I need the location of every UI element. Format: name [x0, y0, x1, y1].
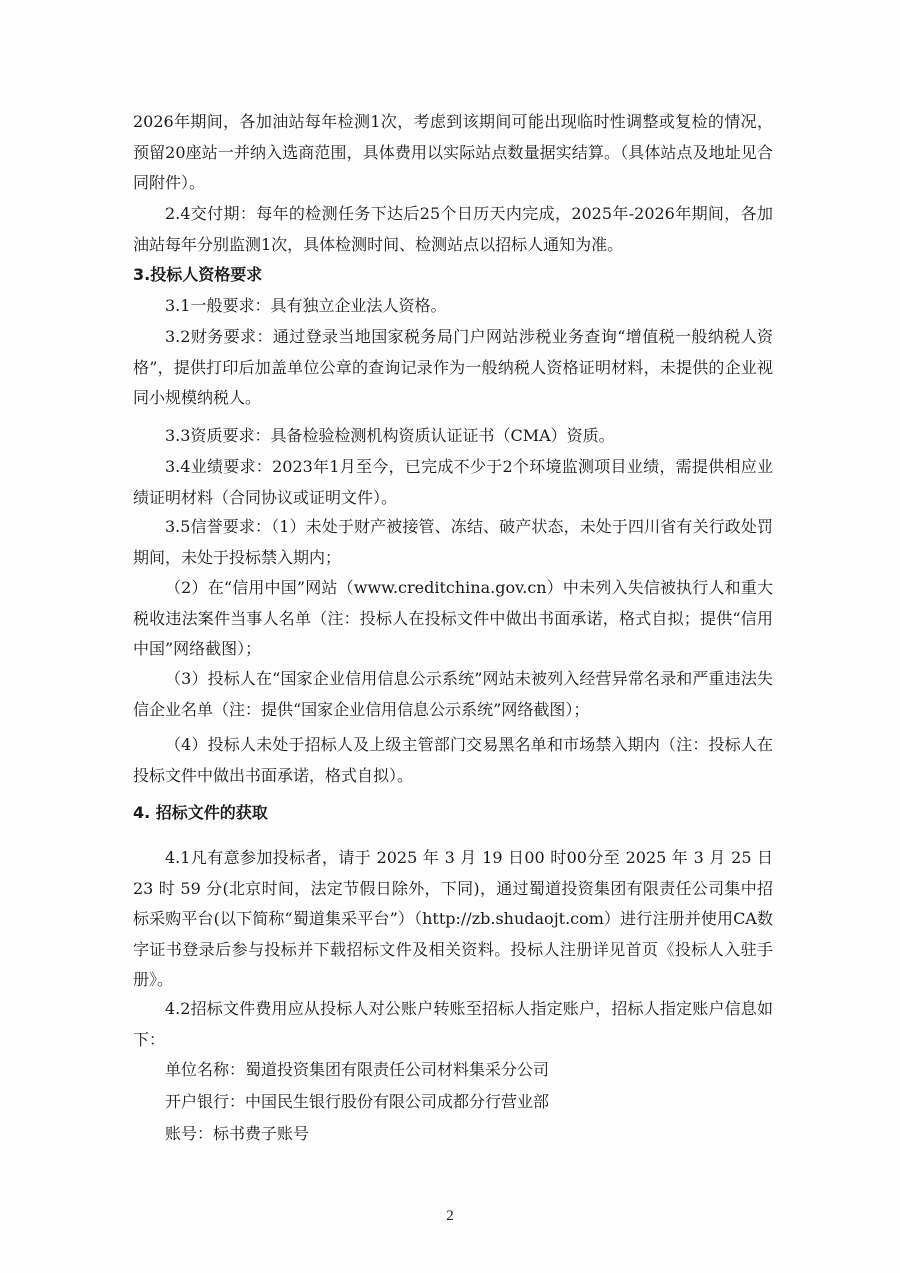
paragraph-general-requirements: 3.1一般要求：具有独立企业法人资格。 — [165, 296, 447, 315]
paragraph-delivery-period: 2.4交付期：每年的检测任务下达后25个日历天内完成，2025年-2026年期间，各加油站每年分别监测1次，具体检测时间、检测站点以招标人通知为准。 — [133, 204, 773, 254]
page-number: 2 — [446, 1208, 454, 1224]
section-heading-qualifications: 3.投标人资格要求 — [133, 265, 263, 284]
paragraph-blacklist: （4）投标人未处于招标人及上级主管部门交易黑名单和市场禁入期内（注：投标人在投标文件中做出书面承诺，格式自拟）。 — [133, 735, 773, 785]
paragraph-credit-requirements: 3.5信誉要求：（1）未处于财产被接管、冻结、破产状态，未处于四川省有关行政处罚期间，未处于投标禁入期内； — [133, 517, 773, 567]
paragraph-document-fee: 4.2招标文件费用应从投标人对公账户转账至招标人指定账户，招标人指定账户信息如下： — [133, 999, 773, 1049]
account-bank: 开户银行：中国民生银行股份有限公司成都分行营业部 — [165, 1092, 550, 1111]
paragraph-registration: 4.1凡有意参加投标者，请于 2025 年 3 月 19 日00 时00分至 2025 年 3 月 25 日 23 时 59 分(北京时间，法定节假日除外，下同)，通过蜀道投资集团有限责任公司集中招标采购平台(以下简称“蜀道集采平台”）（http://zb.shudaojt.com）进行注册并使用CA数字证书登录后参与投标并下载招标文件及相关资料。投标人注册详见首页《投标人入驻手册》。 — [133, 848, 773, 989]
account-name: 单位名称：蜀道投资集团有限责任公司材料集采分公司 — [165, 1060, 550, 1079]
paragraph-financial-requirements: 3.2财务要求：通过登录当地国家税务局门户网站涉税业务查询“增值税一般纳税人资格”，提供打印后加盖单位公章的查询记录作为一般纳税人资格证明材料，未提供的企业视同小规模纳税人。 — [133, 327, 773, 407]
paragraph-inspection-scope: 2026年期间，各加油站每年检测1次，考虑到该期间可能出现临时性调整或复检的情况，预留20座站一并纳入选商范围，具体费用以实际站点数量据实结算。（具体站点及地址见合同附件）。 — [133, 112, 773, 192]
section-heading-obtain-documents: 4. 招标文件的获取 — [133, 803, 268, 822]
paragraph-credit-china: （2）在“信用中国”网站（www.creditchina.gov.cn）中未列入失信被执行人和重大税收违法案件当事人名单（注：投标人在投标文件中做出书面承诺，格式自拟；提供“信用中国”网络截图）； — [133, 578, 773, 658]
paragraph-certification-requirements: 3.3资质要求：具备检验检测机构资质认证证书（CMA）资质。 — [165, 426, 615, 445]
account-number: 账号：标书费子账号 — [165, 1124, 310, 1143]
paragraph-enterprise-credit-system: （3）投标人在“国家企业信用信息公示系统”网站未被列入经营异常名录和严重违法失信企业名单（注：提供“国家企业信用信息公示系统”网络截图）； — [133, 669, 773, 719]
paragraph-performance-requirements: 3.4业绩要求：2023年1月至今，已完成不少于2个环境监测项目业绩，需提供相应业绩证明材料（合同协议或证明文件）。 — [133, 457, 773, 507]
